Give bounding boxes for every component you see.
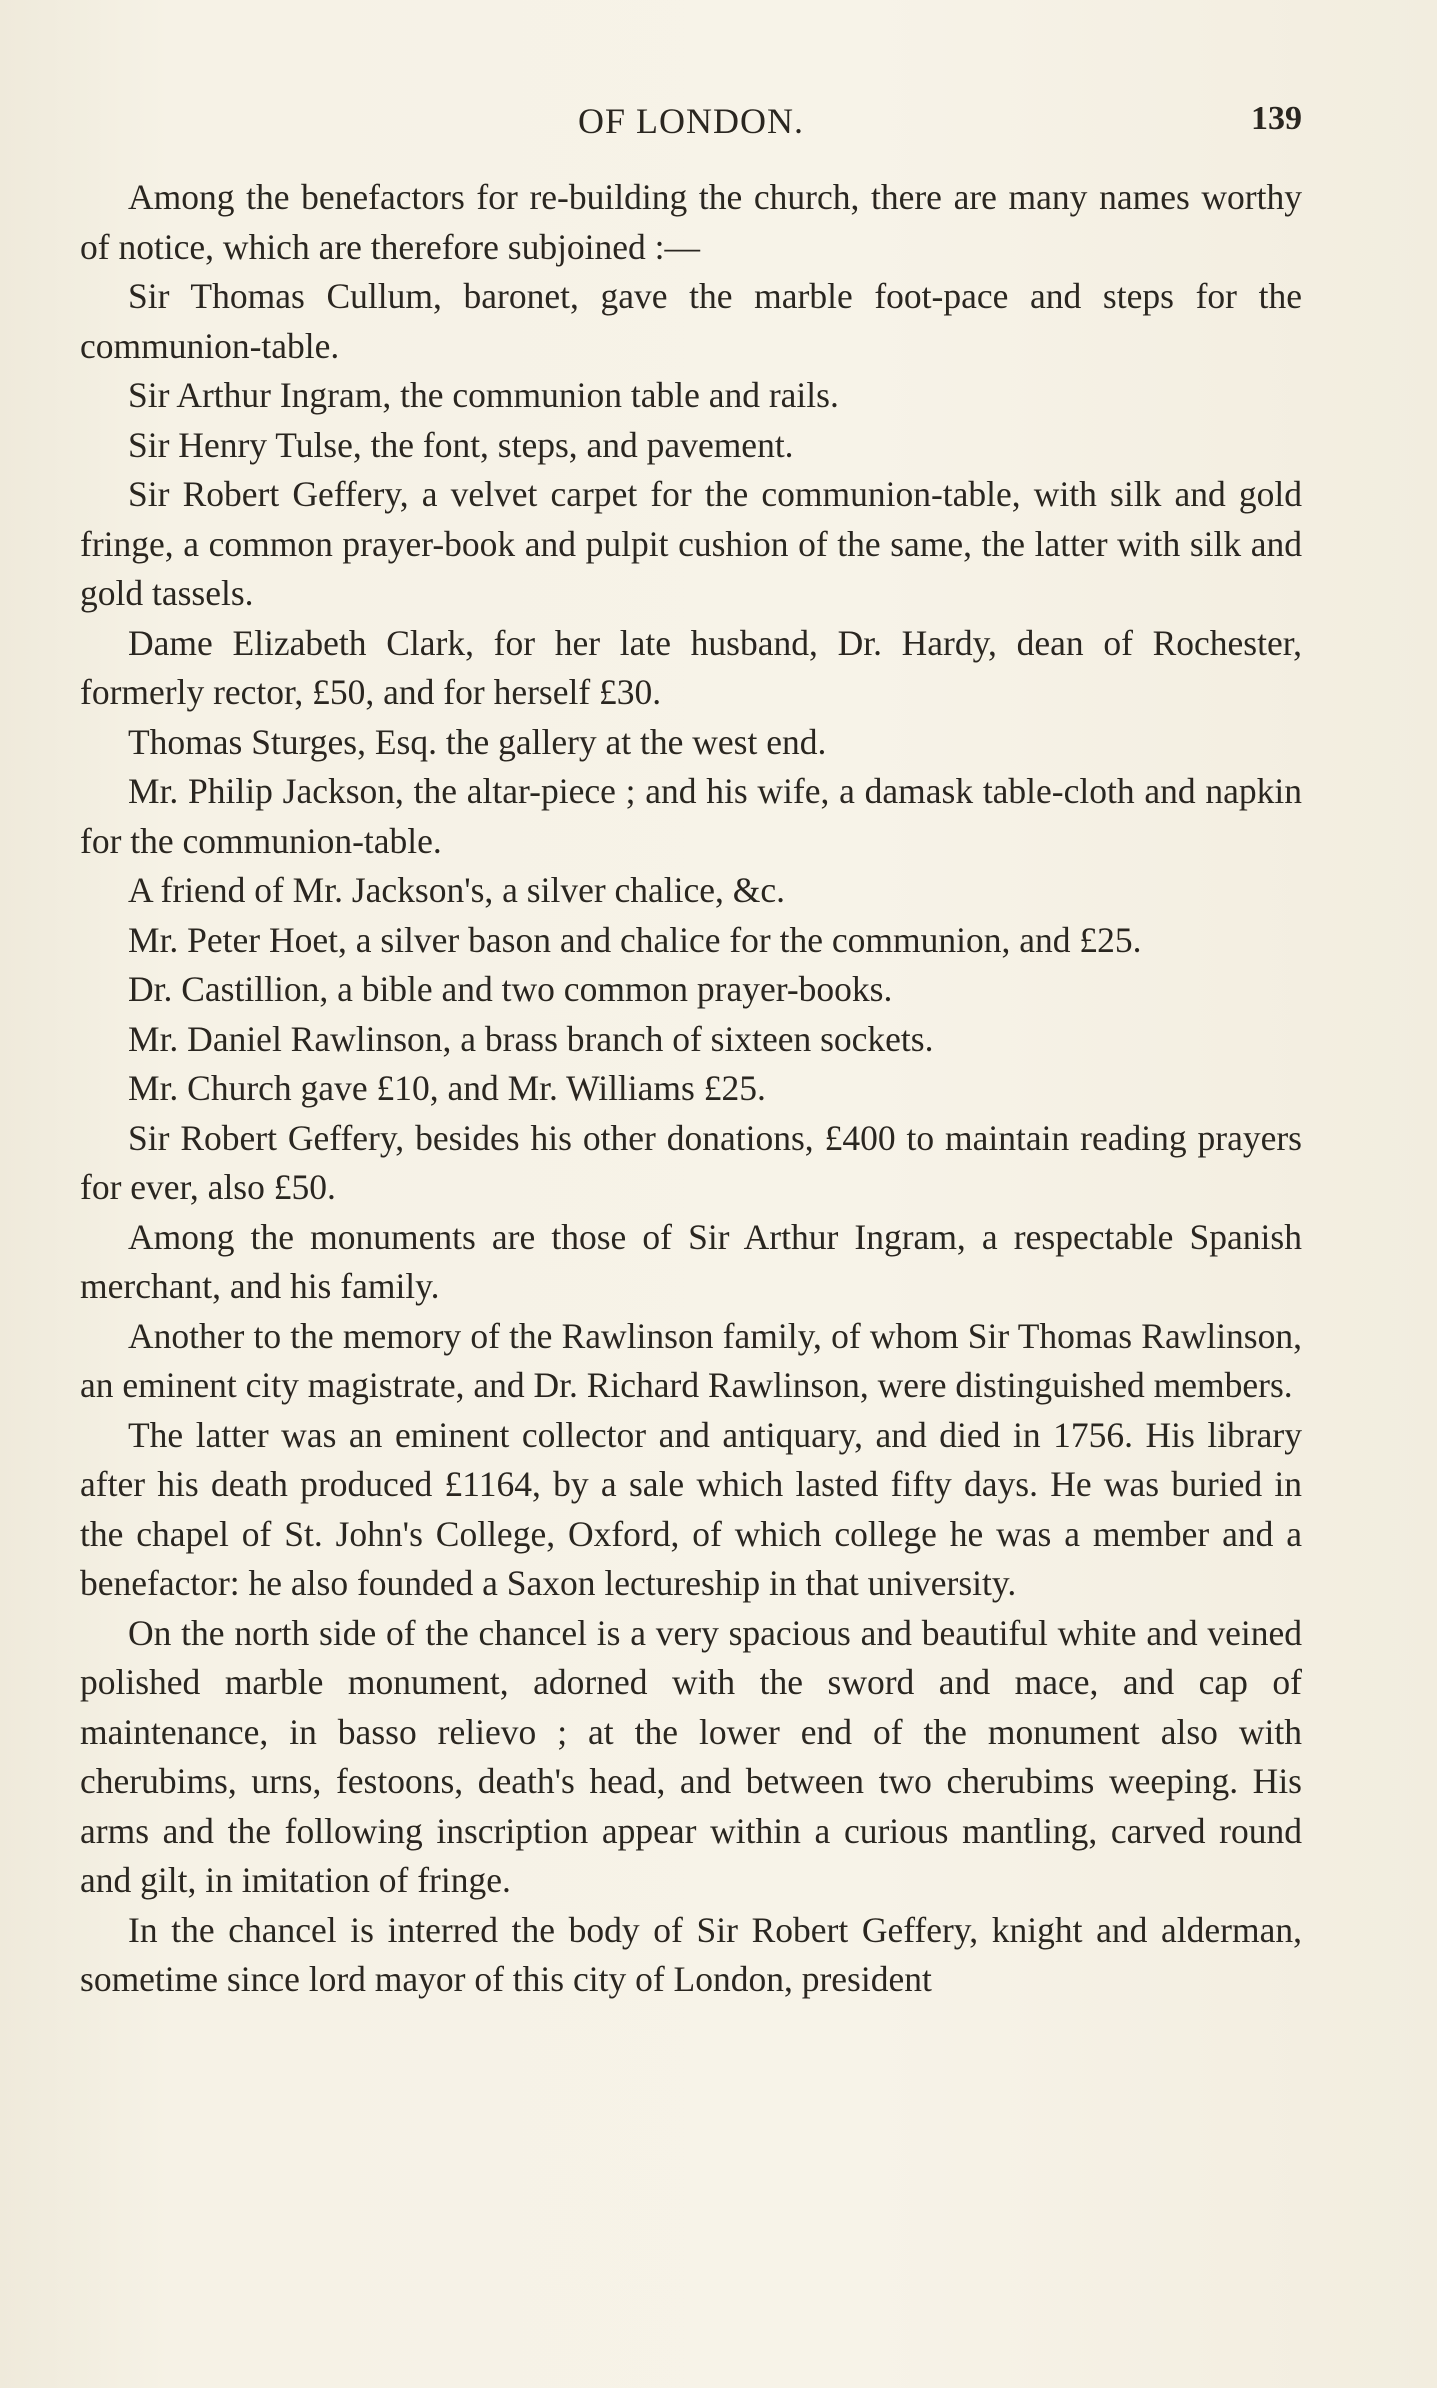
paragraph-benefactors-intro: Among the benefactors for re-building the church, there are many names worthy of notice, which are therefore subjoined :— bbox=[80, 177, 1302, 267]
running-title: OF LONDON. bbox=[578, 101, 804, 141]
body-text bbox=[80, 173, 1302, 2005]
paragraph-sturges: Thomas Sturges, Esq. the gallery at the west end. bbox=[128, 721, 827, 762]
paragraph-richard-rawlinson: The latter was an eminent collector and antiquary, and died in 1756. His library after his death produced £1164, by a sale which lasted fifty days. He was buried in the chapel of St. John's College, Oxford, of which college he was a member and a benefactor: he also founded a Saxon lectureship in that university. bbox=[80, 1414, 1302, 1603]
paragraph-jackson: Mr. Philip Jackson, the altar-piece ; and his wife, a damask table-cloth and napkin for the communion-table. bbox=[80, 771, 1302, 861]
paragraph-hoet: Mr. Peter Hoet, a silver bason and chalice for the communion, and £25. bbox=[128, 919, 1142, 960]
paragraph-tulse: Sir Henry Tulse, the font, steps, and pavement. bbox=[128, 424, 794, 465]
paragraph-ingram: Sir Arthur Ingram, the communion table and rails. bbox=[128, 375, 839, 415]
paragraph-clark: Dame Elizabeth Clark, for her late husband, Dr. Hardy, dean of Rochester, formerly rector, £50, and for herself £30. bbox=[80, 622, 1302, 712]
page-number: 139 bbox=[1251, 100, 1302, 137]
paragraph-geffery-donations: Sir Robert Geffery, besides his other donations, £400 to maintain reading prayers for ever, also £50. bbox=[80, 1117, 1302, 1207]
paragraph-castillion: Dr. Castillion, a bible and two common prayer-books. bbox=[128, 969, 893, 1009]
paragraph-rawlinson-branch: Mr. Daniel Rawlinson, a brass branch of sixteen sockets. bbox=[128, 1018, 934, 1059]
paragraph-cullum: Sir Thomas Cullum, baronet, gave the marble foot-pace and steps for the communion-table. bbox=[80, 276, 1302, 366]
paragraph-rawlinson-family: Another to the memory of the Rawlinson family, of whom Sir Thomas Rawlinson, an eminent city magistrate, and Dr. Richard Rawlinson, were distinguished members. bbox=[80, 1315, 1302, 1405]
paragraph-church-williams: Mr. Church gave £10, and Mr. Williams £25. bbox=[128, 1068, 766, 1108]
paragraph-north-chancel: On the north side of the chancel is a very spacious and beautiful white and veined polished marble monument, adorned with the sword and mace, and cap of maintenance, in basso relievo ; at the lower end of the monument also with cherubims, urns, festoons, death's head, and between two cherubims weeping. His arms and the following inscription appear within a curious mantling, carved round and gilt, in imitation of fringe. bbox=[80, 1612, 1302, 1900]
paragraph-geffery-carpet: Sir Robert Geffery, a velvet carpet for the communion-table, with silk and gold fringe, a common prayer-book and pulpit cushion of the same, the latter with silk and gold tassels. bbox=[80, 474, 1302, 613]
paragraph-monuments: Among the monuments are those of Sir Arthur Ingram, a respectable Spanish merchant, and his family. bbox=[80, 1216, 1302, 1306]
running-head bbox=[80, 100, 1302, 160]
paragraph-jackson-friend: A friend of Mr. Jackson's, a silver chalice, &c. bbox=[128, 870, 786, 910]
paragraph-geffery-burial: In the chancel is interred the body of Sir Robert Geffery, knight and alderman, sometime since lord mayor of this city of London, president bbox=[80, 1909, 1302, 1999]
